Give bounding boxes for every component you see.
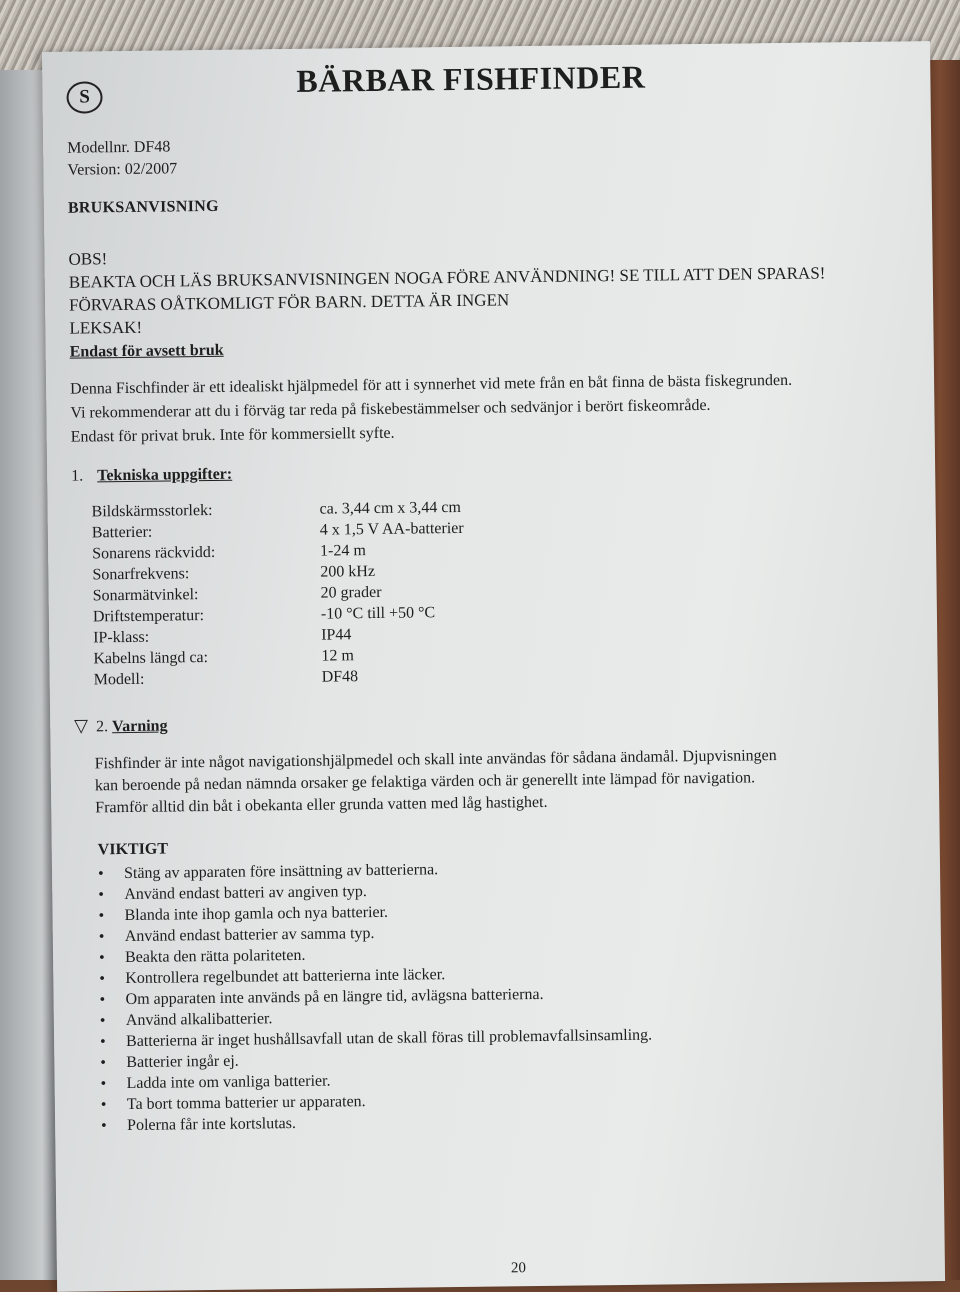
bullet-icon: • [98,907,105,925]
spec-row [94,667,466,693]
warning-line: Fishfinder är inte något navigationshjälpmedel och skall inte användas för sådana ändamål. Djupvisningen [94,747,777,773]
spec-value: DF48 [321,668,359,686]
list-item-text: Kontrollera regelbundet att batterierna inte läcker. [125,966,446,988]
page-title: BÄRBAR FISHFINDER [296,58,646,99]
bullet-icon: • [101,1117,107,1135]
bullet-icon: • [99,1033,106,1051]
spec-label: Batterier: [91,523,153,542]
spec-value: 12 m [321,647,354,665]
list-item-text: Använd endast batterier av samma typ. [124,925,375,946]
bullet-icon: • [99,991,106,1009]
bullet-icon: • [98,928,105,946]
intended-use-line: Denna Fischfinder är ett idealiskt hjälpmedel för att i synnerhet vid mete från en båt finna de bästa fiskegrunden. [70,371,793,398]
spec-value: ca. 3,44 cm x 3,44 cm [319,498,461,518]
spec-value: IP44 [321,626,352,644]
spec-value: 1-24 m [320,542,367,560]
section-title: Varning [111,717,168,736]
spec-label: Kabelns längd ca: [93,649,209,668]
section-1-heading [71,466,232,486]
model-number: Modellnr. DF48 [67,138,171,157]
intended-use-line: Vi rekommenderar att du i förväg tar reda på fiskebestämmelser och sedvänjor i berört fiskeområde. [70,396,711,422]
obs-notice [68,238,869,340]
language-badge: S [66,81,102,113]
version: Version: 02/2007 [67,160,178,179]
section-title: Tekniska uppgifter: [97,465,233,485]
manual-heading: BRUKSANVISNING [67,197,219,217]
spec-label: IP-klass: [93,628,150,647]
spec-label: Modell: [93,670,145,689]
list-item-text: Använd alkalibatterier. [125,1010,273,1030]
spec-label: Sonarens räckvidd: [92,543,216,563]
warning-line: kan beroende på nedan nämnda orsaker ge felaktiga värden och är generellt inte lämpad för navigation. [94,769,756,795]
section-2-heading [74,715,168,737]
obs-line: BEAKTA OCH LÄS BRUKSANVISNINGEN NOGA FÖRE ANVÄNDNING! SE TILL ATT DEN SPARAS! [68,263,826,292]
list-item-text: Blanda inte ihop gamla och nya batterier. [124,903,389,925]
bullet-icon: • [98,949,105,967]
model-info [67,136,177,181]
spec-label: Bildskärmsstorlek: [91,501,213,521]
list-item-text: Ladda inte om vanliga batterier. [126,1072,331,1093]
spec-value: 4 x 1,5 V AA-batterier [319,519,464,539]
list-item-text: Batterierna är inget hushållsavfall utan de skall föras till problemavfallsinsamling. [125,1026,653,1051]
spec-label: Sonarfrekvens: [92,565,190,584]
bullet-icon: • [97,865,104,883]
list-item-text: Om apparaten inte används på en längre tid, avlägsna batterierna. [125,985,544,1009]
obs-line: FÖRVARAS OÅTKOMLIGT FÖR BARN. DETTA ÄR INGEN [68,290,510,315]
warning-triangle-icon: ▽ [74,715,89,736]
list-item-text: Beakta den rätta polariteten. [124,946,306,967]
bullet-icon: • [100,1075,107,1093]
section-number: 2. [95,718,109,736]
list-item-text: Polerna får inte kortslutas. [127,1114,297,1135]
important-heading: VIKTIGT [97,840,169,859]
intended-use-heading: Endast för avsett bruk [69,341,224,361]
obs-line: LEKSAK! [69,317,143,338]
list-item-text: Batterier ingår ej. [126,1052,239,1072]
important-list [98,857,653,1137]
intended-use-line: Endast för privat bruk. Inte för kommersiellt syfte. [70,424,395,446]
warning-text [95,744,866,819]
spec-value: 20 grader [320,583,382,602]
spec-value: -10 °C till +50 °C [320,604,436,623]
warning-line: Framför alltid din båt i obekanta eller grunda vatten med låg hastighet. [95,793,548,817]
bullet-icon: • [98,886,105,904]
spec-label: Sonarmätvinkel: [92,586,199,605]
list-item-text: Använd endast batteri av angiven typ. [124,883,367,904]
list-item-text: Ta bort tomma batterier ur apparaten. [126,1093,366,1114]
page-number: 20 [510,1260,526,1277]
obs-line: OBS! [68,249,108,269]
manual-page [42,41,945,1292]
bullet-icon: • [100,1054,107,1072]
spec-value: 200 kHz [320,562,376,581]
spec-table [92,499,466,693]
list-item-text: Stäng av apparaten före insättning av batterierna. [123,861,439,883]
page-content [66,41,931,1291]
bullet-icon: • [99,970,106,988]
bullet-icon: • [99,1012,106,1030]
section-number: 1. [71,467,84,485]
intended-use-text [70,368,871,450]
spec-label: Driftstemperatur: [92,607,205,626]
bullet-icon: • [100,1096,107,1114]
